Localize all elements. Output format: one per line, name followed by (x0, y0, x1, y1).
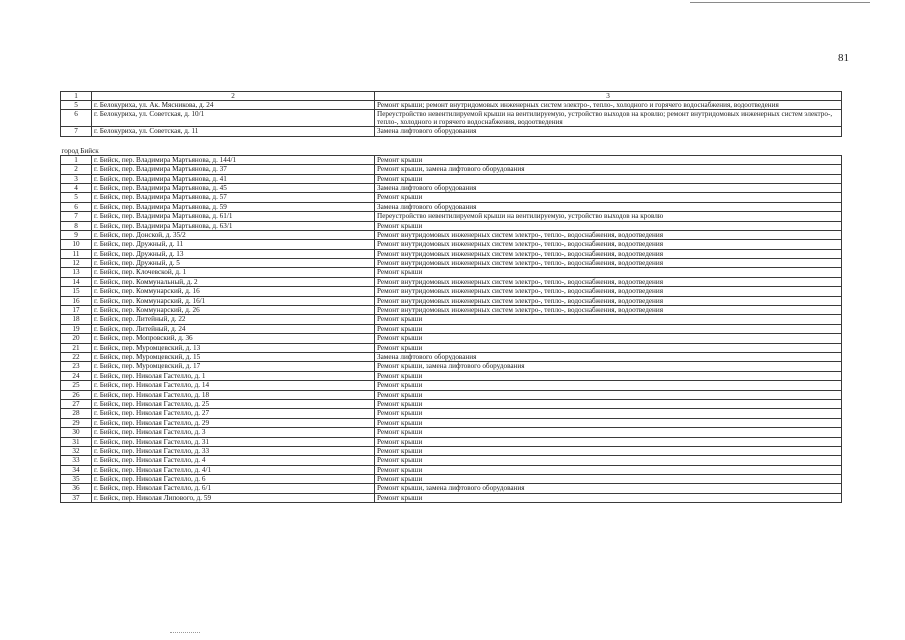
row-work: Ремонт крыши (375, 155, 842, 164)
row-address: г. Бийск, пер. Владимира Мартьянова, д. 41 (92, 174, 375, 183)
row-number: 4 (61, 183, 92, 192)
row-address: г. Бийск, пер. Николая Гастелло, д. 25 (92, 399, 375, 408)
row-address: г. Бийск, пер. Николая Липового, д. 59 (92, 493, 375, 502)
row-address: г. Бийск, пер. Николая Гастелло, д. 31 (92, 437, 375, 446)
row-work: Ремонт крыши (375, 343, 842, 352)
row-number: 14 (61, 277, 92, 286)
row-address: г. Бийск, пер. Николая Гастелло, д. 4/1 (92, 465, 375, 474)
row-address: г. Бийск, пер. Дружный, д. 11 (92, 240, 375, 249)
row-work: Ремонт внутридомовых инженерных систем электро-, тепло-, водоснабжения, водоотведения (375, 296, 842, 305)
table-row (61, 343, 842, 352)
row-work: Переустройство невентилируемой крыши на вентилируемую, устройство выходов на кровлю; ремонт внутридомовых инженерных систем электро-, тепло-, холодного и горячего водоснабжения, водоотведения (375, 110, 842, 127)
table-row (61, 183, 842, 192)
row-address: г. Бийск, пер. Мопровский, д. 36 (92, 334, 375, 343)
row-work: Ремонт крыши (375, 437, 842, 446)
row-number: 26 (61, 390, 92, 399)
row-work: Ремонт внутридомовых инженерных систем электро-, тепло-, водоснабжения, водоотведения (375, 240, 842, 249)
table-row (61, 456, 842, 465)
repair-program-table (60, 91, 842, 503)
row-work: Ремонт крыши (375, 428, 842, 437)
row-work: Ремонт внутридомовых инженерных систем электро-, тепло-, водоснабжения, водоотведения (375, 259, 842, 268)
row-work: Ремонт крыши (375, 334, 842, 343)
row-number: 31 (61, 437, 92, 446)
header-col-3: 3 (375, 92, 842, 101)
table-row (61, 155, 842, 164)
table-row (61, 174, 842, 183)
row-number: 15 (61, 287, 92, 296)
row-number: 23 (61, 362, 92, 371)
row-address: г. Бийск, пер. Коммунарский, д. 16/1 (92, 296, 375, 305)
row-number: 6 (61, 110, 92, 127)
row-number: 27 (61, 399, 92, 408)
table-row (61, 165, 842, 174)
row-number: 29 (61, 418, 92, 427)
table-row (61, 334, 842, 343)
row-work: Ремонт крыши (375, 381, 842, 390)
table-row (61, 306, 842, 315)
row-number: 21 (61, 343, 92, 352)
row-number: 32 (61, 446, 92, 455)
row-address: г. Бийск, пер. Владимира Мартьянова, д. 144/1 (92, 155, 375, 164)
row-address: г. Бийск, пер. Муромцевский, д. 13 (92, 343, 375, 352)
row-work: Ремонт крыши (375, 315, 842, 324)
row-work: Замена лифтового оборудования (375, 127, 842, 136)
row-number: 12 (61, 259, 92, 268)
row-address: г. Бийск, пер. Николая Гастелло, д. 27 (92, 409, 375, 418)
row-number: 33 (61, 456, 92, 465)
row-address: г. Бийск, пер. Клочевской, д. 1 (92, 268, 375, 277)
row-number: 9 (61, 230, 92, 239)
row-address: г. Бийск, пер. Коммунарский, д. 16 (92, 287, 375, 296)
row-work: Ремонт крыши, замена лифтового оборудования (375, 362, 842, 371)
row-number: 37 (61, 493, 92, 502)
row-number: 22 (61, 352, 92, 361)
row-work: Ремонт крыши (375, 268, 842, 277)
table-row (61, 324, 842, 333)
row-work: Ремонт крыши (375, 456, 842, 465)
row-address: г. Бийск, пер. Муромцевский, д. 15 (92, 352, 375, 361)
row-work: Ремонт внутридомовых инженерных систем электро-, тепло-, водоснабжения, водоотведения (375, 287, 842, 296)
table-row (61, 409, 842, 418)
table-row (61, 202, 842, 211)
row-work: Замена лифтового оборудования (375, 183, 842, 192)
table-row (61, 399, 842, 408)
row-address: г. Бийск, пер. Владимира Мартьянова, д. 45 (92, 183, 375, 192)
row-address: г. Бийск, пер. Литейный, д. 22 (92, 315, 375, 324)
table-row (61, 240, 842, 249)
row-address: г. Бийск, пер. Коммунарский, д. 26 (92, 306, 375, 315)
row-address: г. Бийск, пер. Владимира Мартьянова, д. 37 (92, 165, 375, 174)
row-work: Ремонт крыши (375, 418, 842, 427)
row-number: 20 (61, 334, 92, 343)
row-number: 19 (61, 324, 92, 333)
page-number: 81 (838, 52, 849, 64)
table-row (61, 110, 842, 127)
table-row (61, 230, 842, 239)
table-row (61, 296, 842, 305)
table-row (61, 437, 842, 446)
row-address: г. Бийск, пер. Владимира Мартьянова, д. 63/1 (92, 221, 375, 230)
row-address: г. Бийск, пер. Донской, д. 35/2 (92, 230, 375, 239)
row-address: г. Бийск, пер. Николая Гастелло, д. 6 (92, 475, 375, 484)
table-row (61, 465, 842, 474)
row-address: г. Бийск, пер. Дружный, д. 13 (92, 249, 375, 258)
row-address: г. Бийск, пер. Владимира Мартьянова, д. 59 (92, 202, 375, 211)
table-row (61, 362, 842, 371)
row-work: Ремонт внутридомовых инженерных систем электро-, тепло-, водоснабжения, водоотведения (375, 306, 842, 315)
row-address: г. Белокуриха, ул. Ак. Мясникова, д. 24 (92, 101, 375, 110)
row-work: Ремонт внутридомовых инженерных систем электро-, тепло-, водоснабжения, водоотведения (375, 249, 842, 258)
table-row (61, 277, 842, 286)
row-number: 36 (61, 484, 92, 493)
table-row (61, 371, 842, 380)
row-work: Ремонт крыши (375, 493, 842, 502)
header-col-2: 2 (92, 92, 375, 101)
table-row (61, 493, 842, 502)
row-work: Ремонт крыши, замена лифтового оборудования (375, 484, 842, 493)
row-number: 3 (61, 174, 92, 183)
row-work: Ремонт крыши; ремонт внутридомовых инженерных систем электро-, тепло-, холодного и горячего водоснабжения, водоотведения (375, 101, 842, 110)
row-address: г. Бийск, пер. Николая Гастелло, д. 3 (92, 428, 375, 437)
row-number: 1 (61, 155, 92, 164)
table-row (61, 212, 842, 221)
table-row (61, 418, 842, 427)
table-row (61, 315, 842, 324)
row-number: 2 (61, 165, 92, 174)
row-work: Ремонт крыши (375, 390, 842, 399)
row-number: 11 (61, 249, 92, 258)
table-row (61, 446, 842, 455)
row-work: Ремонт крыши (375, 221, 842, 230)
row-number: 8 (61, 221, 92, 230)
row-number: 10 (61, 240, 92, 249)
row-number: 13 (61, 268, 92, 277)
row-number: 24 (61, 371, 92, 380)
row-address: г. Бийск, пер. Дружный, д. 5 (92, 259, 375, 268)
table-body (61, 92, 842, 503)
table-row (61, 193, 842, 202)
row-work: Ремонт крыши (375, 465, 842, 474)
row-work: Ремонт внутридомовых инженерных систем электро-, тепло-, водоснабжения, водоотведения (375, 277, 842, 286)
table-row (61, 221, 842, 230)
row-number: 18 (61, 315, 92, 324)
row-number: 7 (61, 212, 92, 221)
table-row (61, 381, 842, 390)
section-row (61, 136, 842, 155)
table-row (61, 259, 842, 268)
row-work: Ремонт крыши (375, 475, 842, 484)
table-row (61, 268, 842, 277)
row-address: г. Бийск, пер. Николая Гастелло, д. 4 (92, 456, 375, 465)
scan-mark (170, 632, 200, 633)
header-col-1: 1 (61, 92, 92, 101)
row-number: 7 (61, 127, 92, 136)
row-number: 35 (61, 475, 92, 484)
row-address: г. Бийск, пер. Николая Гастелло, д. 14 (92, 381, 375, 390)
row-address: г. Бийск, пер. Николая Гастелло, д. 29 (92, 418, 375, 427)
row-work: Ремонт внутридомовых инженерных систем электро-, тепло-, водоснабжения, водоотведения (375, 230, 842, 239)
table-header-row (61, 92, 842, 101)
row-work: Ремонт крыши (375, 371, 842, 380)
table-row (61, 390, 842, 399)
section-title: город Бийск (61, 136, 842, 155)
row-number: 25 (61, 381, 92, 390)
row-number: 30 (61, 428, 92, 437)
table-row (61, 249, 842, 258)
table-row (61, 428, 842, 437)
table-row (61, 127, 842, 136)
row-address: г. Бийск, пер. Коммунальный, д. 2 (92, 277, 375, 286)
row-address: г. Белокуриха, ул. Советская, д. 10/1 (92, 110, 375, 127)
row-number: 5 (61, 193, 92, 202)
row-work: Ремонт крыши, замена лифтового оборудования (375, 165, 842, 174)
row-address: г. Бийск, пер. Николая Гастелло, д. 18 (92, 390, 375, 399)
row-number: 28 (61, 409, 92, 418)
table-row (61, 287, 842, 296)
table-row (61, 475, 842, 484)
row-work: Замена лифтового оборудования (375, 202, 842, 211)
row-address: г. Бийск, пер. Владимира Мартьянова, д. 57 (92, 193, 375, 202)
table-row (61, 484, 842, 493)
row-work: Ремонт крыши (375, 409, 842, 418)
row-number: 5 (61, 101, 92, 110)
row-number: 6 (61, 202, 92, 211)
row-address: г. Бийск, пер. Николая Гастелло, д. 33 (92, 446, 375, 455)
row-address: г. Бийск, пер. Муромцевский, д. 17 (92, 362, 375, 371)
row-work: Замена лифтового оборудования (375, 352, 842, 361)
row-address: г. Бийск, пер. Литейный, д. 24 (92, 324, 375, 333)
row-work: Переустройство невентилируемой крыши на вентилируемую, устройство выходов на кровлю (375, 212, 842, 221)
row-work: Ремонт крыши (375, 193, 842, 202)
row-address: г. Белокуриха, ул. Советская, д. 11 (92, 127, 375, 136)
row-number: 17 (61, 306, 92, 315)
scan-edge-rule (690, 2, 870, 3)
row-work: Ремонт крыши (375, 399, 842, 408)
row-work: Ремонт крыши (375, 446, 842, 455)
row-number: 16 (61, 296, 92, 305)
table-row (61, 352, 842, 361)
row-address: г. Бийск, пер. Николая Гастелло, д. 6/1 (92, 484, 375, 493)
table-row (61, 101, 842, 110)
row-number: 34 (61, 465, 92, 474)
row-address: г. Бийск, пер. Владимира Мартьянова, д. 61/1 (92, 212, 375, 221)
row-work: Ремонт крыши (375, 324, 842, 333)
row-work: Ремонт крыши (375, 174, 842, 183)
row-address: г. Бийск, пер. Николая Гастелло, д. 1 (92, 371, 375, 380)
